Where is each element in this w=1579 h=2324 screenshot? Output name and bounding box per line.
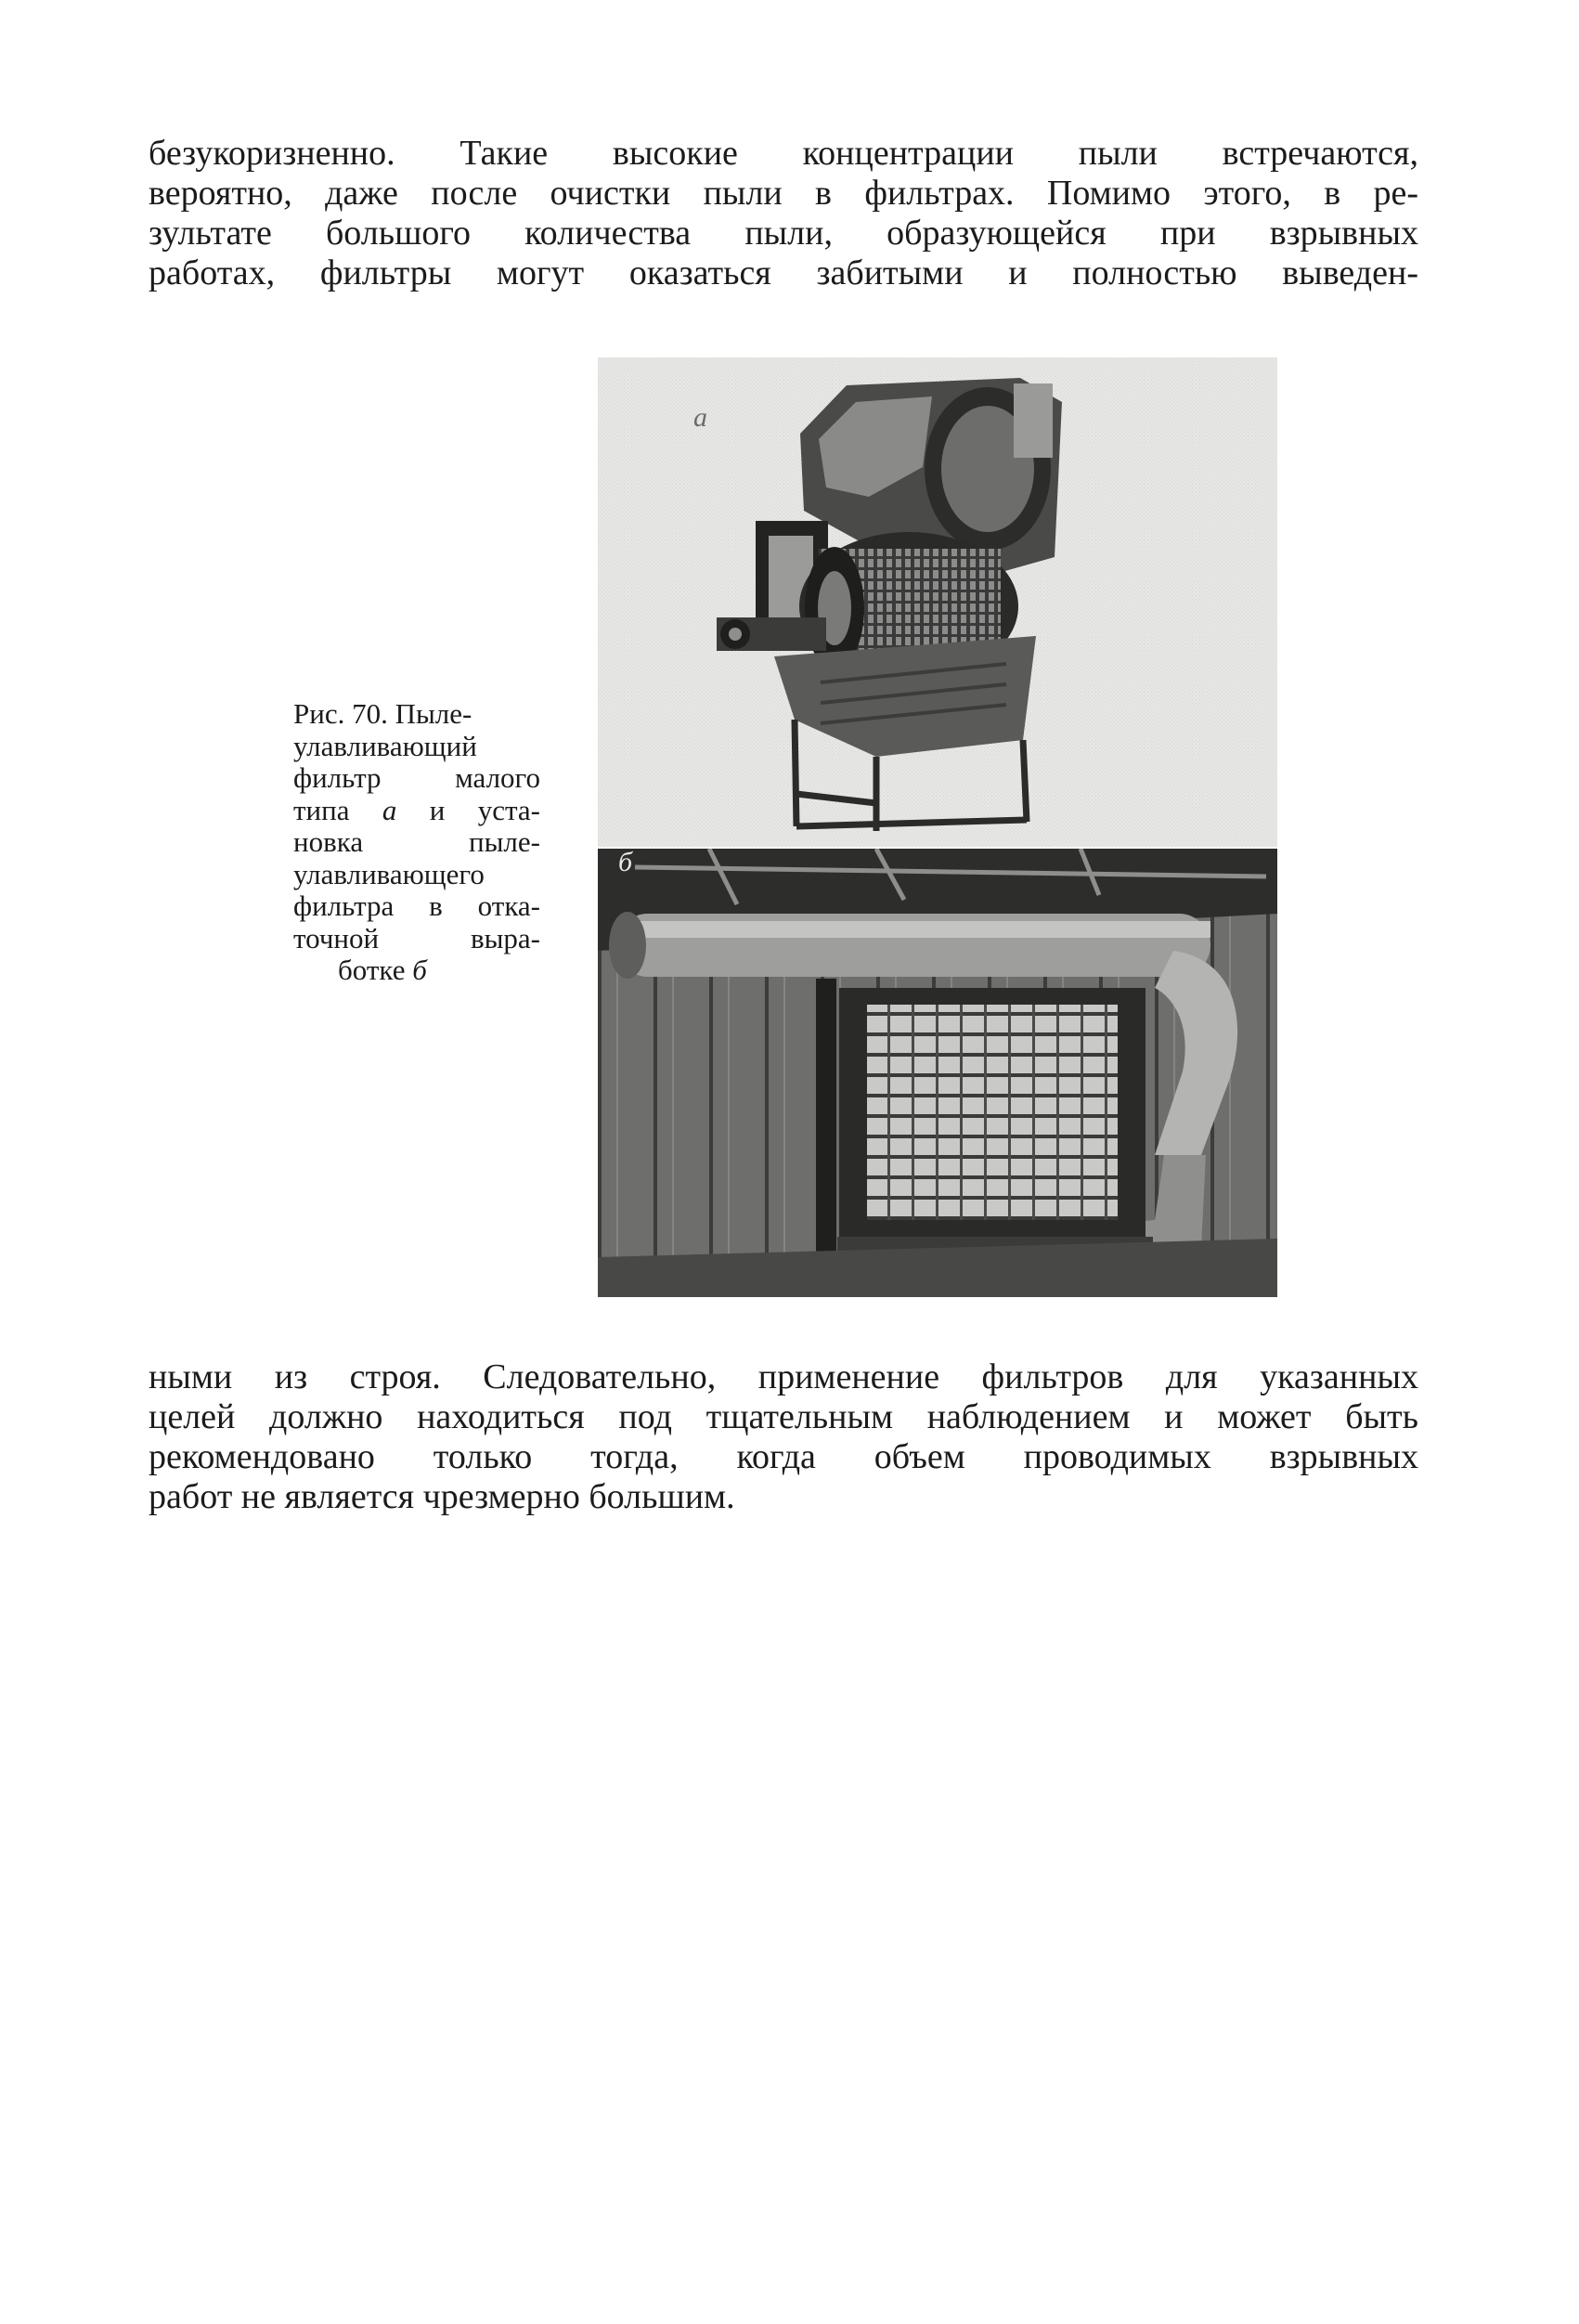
caption-line: улавливающий xyxy=(293,729,477,762)
text-line: вероятно, даже после очистки пыли в фильтрах. Помимо этого, в ре- xyxy=(149,174,1418,213)
caption-line: новка пыле- xyxy=(293,825,540,858)
mine-gallery-illustration xyxy=(598,849,1277,1297)
text-line: целей должно находиться под тщательным наблюдением и может быть xyxy=(149,1397,1418,1436)
caption-line: улавливающего xyxy=(293,857,485,890)
caption-line xyxy=(293,795,540,827)
text-line: безукоризненно. Такие высокие концентрации пыли встречаются, xyxy=(149,134,1418,173)
text-line: рекомендовано только тогда, когда объем проводимых взрывных xyxy=(149,1437,1418,1476)
caption-line: Рис. 70. Пыле- xyxy=(293,697,472,730)
caption-label-a: а xyxy=(382,793,397,826)
caption-line xyxy=(293,954,540,987)
caption-line: фильтр малого xyxy=(293,761,540,794)
caption-text: типа xyxy=(293,793,382,826)
text-paragraph-bottom xyxy=(149,1357,1418,1517)
caption-line: точной выра- xyxy=(293,921,540,954)
photo-filter-installation xyxy=(598,849,1277,1297)
caption-text: и уста- xyxy=(396,793,540,826)
figure-caption xyxy=(293,698,540,987)
text-line: зультате большого количества пыли, образующейся при взрывных xyxy=(149,214,1418,253)
text-line: работах, фильтры могут оказаться забитыми и полностью выведен- xyxy=(149,253,1418,292)
photo-label-a: а xyxy=(693,402,707,433)
text-paragraph-top xyxy=(149,134,1418,293)
caption-label-b: б xyxy=(412,954,427,986)
photo-small-filter xyxy=(598,357,1277,847)
text-line: ными из строя. Следовательно, применение фильтров для указанных xyxy=(149,1357,1418,1396)
caption-text: ботке xyxy=(338,954,413,986)
text-line: работ не является чрезмерно большим. xyxy=(149,1477,735,1516)
photo-label-b: б xyxy=(618,849,633,877)
caption-line: фильтра в отка- xyxy=(293,889,540,922)
